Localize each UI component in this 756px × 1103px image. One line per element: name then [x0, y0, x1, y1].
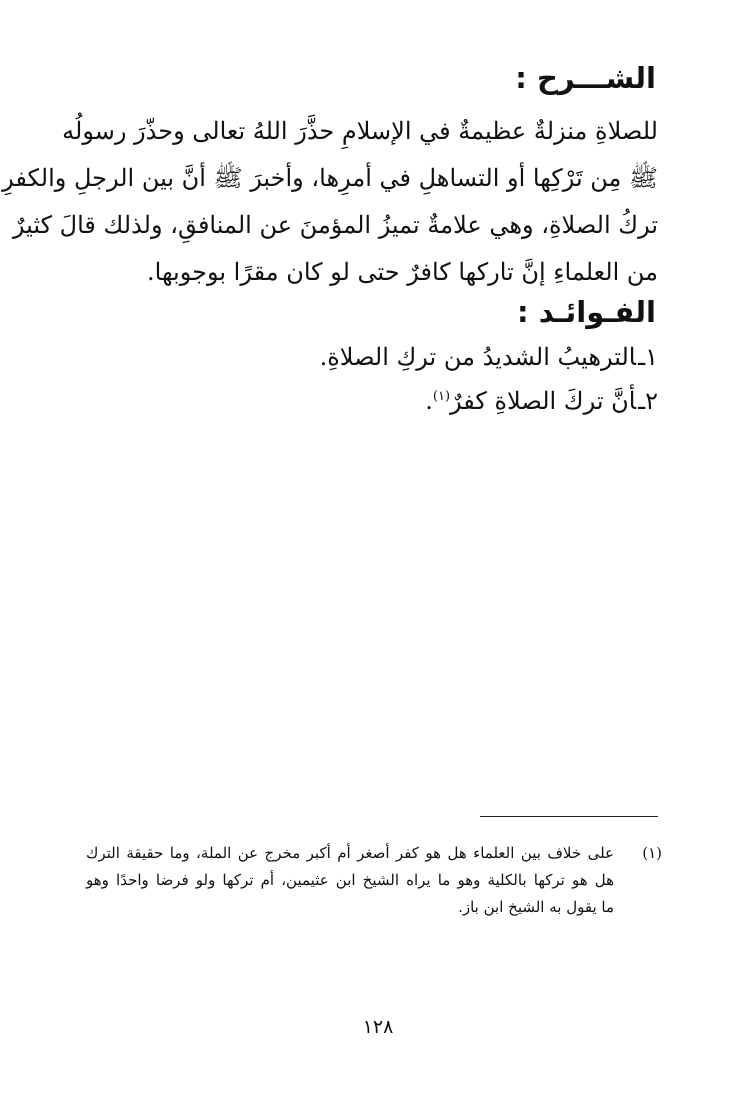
benefits-list	[320, 335, 658, 423]
explanation-line: للصلاةِ منزلةٌ عظيمةٌ في الإسلامِ حذَّرَ اللهُ تعالى وحذّرَ رسولُه	[62, 117, 658, 145]
footnote	[86, 840, 662, 921]
explanation-paragraph	[2, 108, 658, 296]
footnote-divider	[480, 816, 658, 817]
benefit-text: الترهيبُ الشديدُ من تركِ الصلاةِ.	[319, 343, 637, 371]
page-number: ١٢٨	[362, 1016, 394, 1038]
footnote-line: هل هو تركها بالكلية وهو ما يراه الشيخ ابن عثيمين، أم تركها ولو فرضا واحدًا وهو	[86, 871, 614, 889]
benefit-number: ٢ـ	[638, 387, 658, 415]
footnote-reference-link[interactable]: (١)	[432, 389, 451, 404]
explanation-heading: الشـــرح :	[515, 61, 656, 95]
benefit-number: ١ـ	[638, 343, 658, 371]
footnote-line: على خلاف بين العلماء هل هو كفر أصغر أم أكبر مخرج عن الملة، وما حقيقة الترك	[86, 844, 614, 862]
explanation-line: ﷺ مِن تَرْكِها أو التساهلِ في أمرِها، وأخبرَ ﷺ أنَّ بين الرجلِ والكفرِ	[2, 164, 658, 192]
explanation-line: من العلماءِ إنَّ تاركها كافرٌ حتى لو كان مقرًا بوجوبها.	[147, 258, 658, 286]
footnote-line: ما يقول به الشيخ ابن باز.	[458, 898, 614, 916]
footnote-marker: (١)	[642, 844, 662, 862]
explanation-line: تركُ الصلاةِ، وهي علامةٌ تميزُ المؤمنَ عن المنافقِ، ولذلك قالَ كثيرٌ	[12, 211, 658, 239]
benefit-text-tail: .	[425, 387, 433, 415]
footnote-text	[86, 840, 614, 921]
benefits-heading: الفـوائـد :	[517, 295, 656, 329]
benefit-text: أنَّ تركَ الصلاةِ كفرٌ	[450, 387, 637, 415]
benefit-item	[320, 335, 658, 379]
benefit-item	[320, 379, 658, 423]
